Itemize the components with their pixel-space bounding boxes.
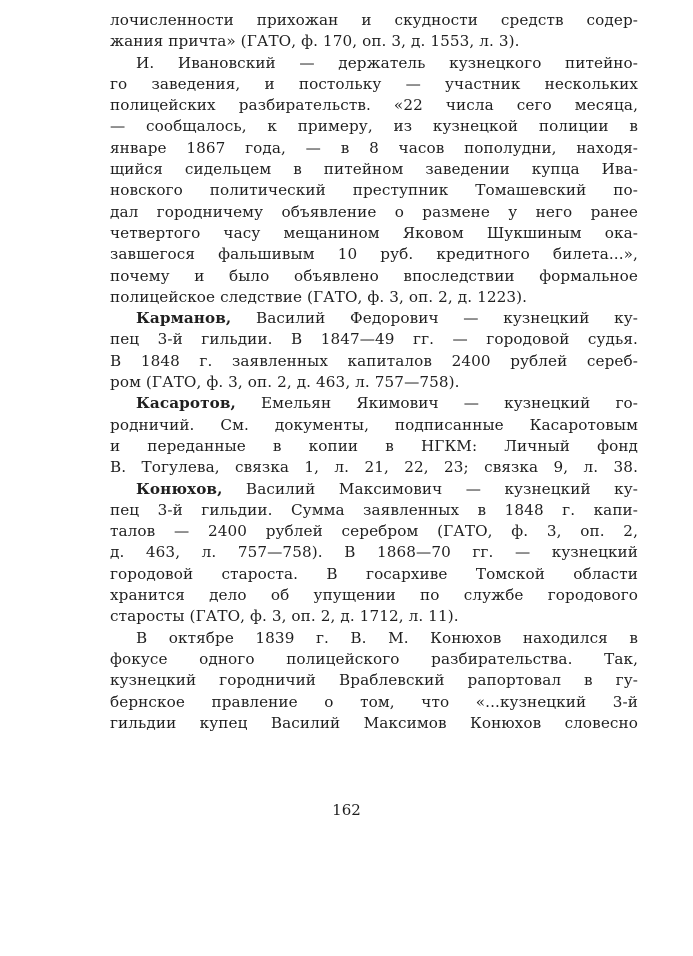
line-text: родничий. См. документы, подписанные Касаротовым <box>110 415 638 434</box>
line-text: кузнецкий городничий Враблевский рапортовал в гу- <box>110 671 638 690</box>
page-text <box>110 10 638 734</box>
text-line <box>110 649 638 670</box>
text-line <box>110 393 638 414</box>
entry-name: Касаротов, <box>136 394 236 413</box>
entry-name: Карманов, <box>136 309 232 328</box>
text-line <box>110 159 638 180</box>
line-text: пец 3-й гильдии. В 1847—49 гг. — городовой судья. <box>110 330 638 349</box>
text-line <box>110 436 638 457</box>
text-line <box>110 585 638 606</box>
text-line <box>110 95 638 116</box>
text-line <box>110 31 638 52</box>
text-line <box>110 606 638 627</box>
line-text: полицейских разбирательств. «22 числа сего месяца, <box>110 96 638 115</box>
text-line <box>110 308 638 329</box>
line-text: го заведения, и постольку — участник нескольких <box>110 74 638 93</box>
line-text: В октябре 1839 г. В. М. Конюхов находился в <box>136 628 638 647</box>
text-line <box>110 180 638 201</box>
line-text: — сообщалось, к примеру, из кузнецкой полиции в <box>110 117 638 136</box>
line-text: городовой староста. В госархиве Томской области <box>110 564 638 583</box>
line-text: фокусе одного полицейского разбирательства. Так, <box>110 649 638 668</box>
text-line <box>110 244 638 265</box>
text-line <box>110 74 638 95</box>
text-line <box>110 670 638 691</box>
text-line <box>110 266 638 287</box>
text-line <box>110 351 638 372</box>
line-text: дал городничему объявление о размене у него ранее <box>110 202 638 221</box>
line-text: Емельян Якимович — кузнецкий го- <box>235 394 638 413</box>
text-line <box>110 415 638 436</box>
line-text: почему и было объявлено впоследствии формальное <box>110 266 638 285</box>
text-line <box>110 713 638 734</box>
line-text: щийся сидельцем в питейном заведении купца Ива- <box>110 160 638 179</box>
text-line <box>110 479 638 500</box>
line-text: хранится дело об упущении по службе городового <box>110 586 638 605</box>
text-line <box>110 542 638 563</box>
text-line <box>110 500 638 521</box>
text-line <box>110 457 638 478</box>
line-text: полицейское следствие (ГАТО, ф. 3, оп. 2, д. 1223). <box>110 287 528 306</box>
text-line <box>110 692 638 713</box>
line-text: ром (ГАТО, ф. 3, оп. 2, д. 463, л. 757—758). <box>110 373 460 392</box>
line-text: В 1848 г. заявленных капиталов 2400 рублей сереб- <box>110 351 638 370</box>
text-line <box>110 329 638 350</box>
text-line <box>110 628 638 649</box>
line-text: пец 3-й гильдии. Сумма заявленных в 1848 г. капи- <box>110 500 638 519</box>
line-text: январе 1867 года, — в 8 часов пополудни, находя- <box>110 138 638 157</box>
text-line <box>110 223 638 244</box>
line-text: лочисленности прихожан и скудности средств содер- <box>110 11 638 29</box>
line-text: старосты (ГАТО, ф. 3, оп. 2, д. 1712, л. 11). <box>110 607 459 626</box>
entry-name: Конюхов, <box>136 479 223 498</box>
line-text: жания причта» (ГАТО, ф. 170, оп. 3, д. 1553, л. 3). <box>110 32 520 51</box>
line-text: и переданные в копии в НГКМ: Личный фонд <box>110 436 638 455</box>
line-text: Василий Федорович — кузнецкий ку- <box>231 309 638 328</box>
text-line <box>110 564 638 585</box>
text-line <box>110 138 638 159</box>
line-text: четвертого часу мещанином Яковом Шукшиным ока- <box>110 223 638 242</box>
text-line <box>110 53 638 74</box>
text-line <box>110 10 638 31</box>
line-text: И. Ивановский — держатель кузнецкого питейно- <box>136 53 638 72</box>
line-text: Василий Максимович — кузнецкий ку- <box>222 479 638 498</box>
line-text: бернское правление о том, что «...кузнецкий 3-й <box>110 692 638 711</box>
line-text: д. 463, л. 757—758). В 1868—70 гг. — кузнецкий <box>110 543 638 562</box>
line-text: завшегося фальшивым 10 руб. кредитного билета...», <box>110 245 638 264</box>
line-text: новского политический преступник Томашевский по- <box>110 181 638 200</box>
text-line <box>110 521 638 542</box>
page-number: 162 <box>332 801 361 819</box>
line-text: талов — 2400 рублей серебром (ГАТО, ф. 3, оп. 2, <box>110 522 638 541</box>
text-line <box>110 287 638 308</box>
text-line <box>110 116 638 137</box>
line-text: гильдии купец Василий Максимов Конюхов словесно <box>110 713 638 732</box>
text-line <box>110 372 638 393</box>
book-page <box>110 10 638 734</box>
line-text: В. Тогулева, связка 1, л. 21, 22, 23; связка 9, л. 38. <box>110 458 638 477</box>
text-line <box>110 202 638 223</box>
